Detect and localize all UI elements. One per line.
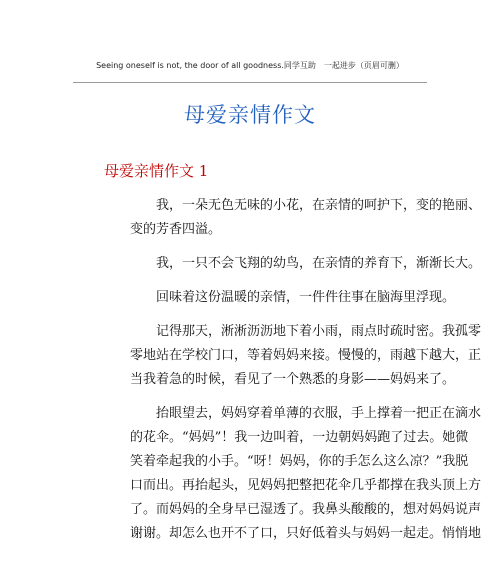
document-body	[104, 194, 482, 546]
paragraph-line: 我，一朵无色无味的小花，在亲情的呵护下，变的艳丽、	[156, 198, 482, 213]
paragraph-line: 抬眼望去，妈妈穿着单薄的衣服，手上撑着一把正在滴水	[156, 406, 482, 421]
paragraph-line: 我，一只不会飞翔的幼鸟，在亲情的养育下，渐渐长大。	[156, 256, 482, 271]
paragraph-line: 变的芳香四溢。	[130, 222, 222, 237]
paragraph-line: 回味着这份温暖的亲情，一件件往事在脑海里浮现。	[156, 290, 456, 305]
paragraph-line: 谢谢。却怎么也开不了口，只好低着头与妈妈一起走。悄悄地	[130, 526, 482, 541]
paragraph-4	[104, 320, 482, 392]
header-divider	[73, 82, 427, 83]
paragraph-line: 笑着牵起我的小手。“呀！妈妈，你的手怎么这么凉？”我脱	[130, 454, 469, 469]
paragraph-line: 记得那天，淅淅沥沥地下着小雨，雨点时疏时密。我孤零	[156, 324, 482, 339]
paragraph-3	[104, 286, 456, 310]
paragraph-line: 的花伞。“妈妈”！我一边叫着，一边朝妈妈跑了过去。她微	[130, 430, 469, 445]
section-title: 母爱亲情作文 1	[104, 162, 209, 180]
page-header: Seeing oneself is not, the door of all goodness.同学互助 一起进步（页眉可删）	[96, 61, 404, 70]
paragraph-2	[104, 252, 482, 276]
paragraph-1	[104, 194, 482, 242]
paragraph-5	[104, 402, 482, 546]
paragraph-line: 口而出。再抬起头，见妈妈把整把花伞几乎都撑在我头顶上方	[130, 478, 482, 493]
paragraph-line: 了。而妈妈的全身早已湿透了。我鼻头酸酸的，想对妈妈说声	[130, 502, 482, 517]
paragraph-line: 当我着急的时候，看见了一个熟悉的身影——妈妈来了。	[130, 372, 456, 387]
paragraph-line: 零地站在学校门口，等着妈妈来接。慢慢的，雨越下越大，正	[130, 348, 482, 363]
document-title: 母爱亲情作文	[184, 103, 316, 127]
